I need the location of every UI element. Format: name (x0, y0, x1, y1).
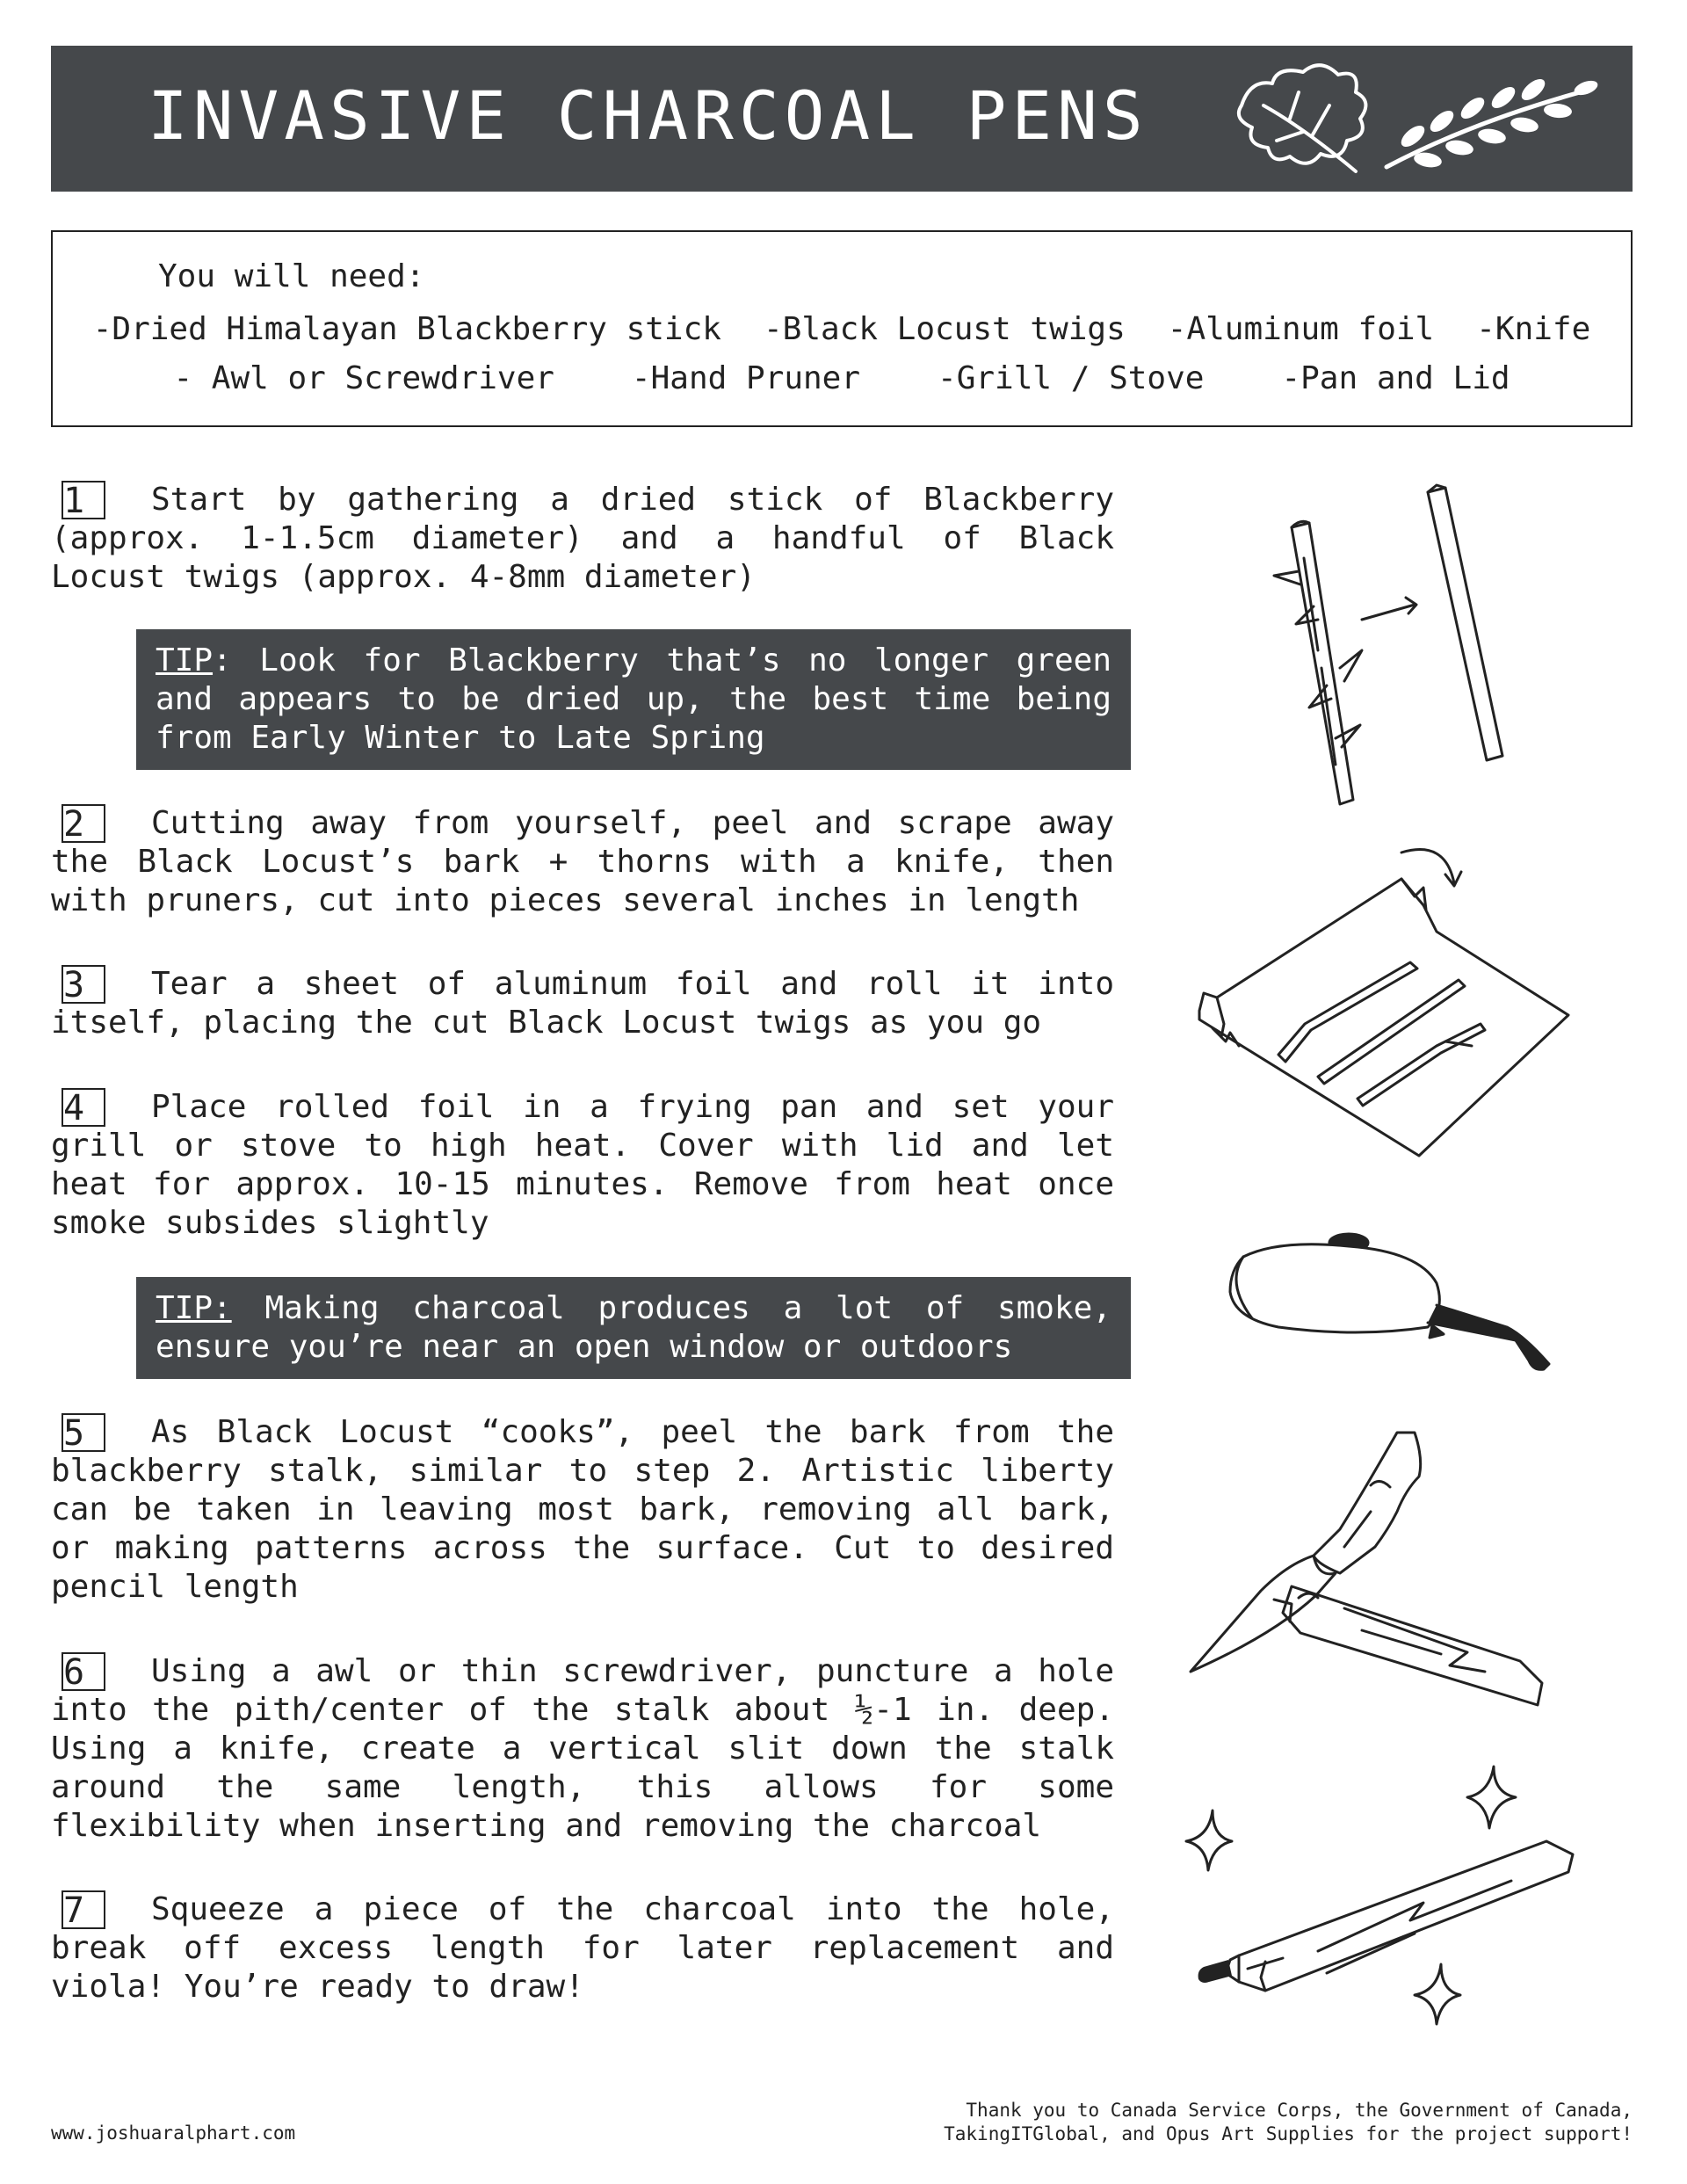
material-item: -Dried Himalayan Blackberry stick (92, 311, 721, 347)
tip-label: TIP (156, 642, 214, 678)
website-link[interactable]: www.joshuaralphart.com (51, 2122, 296, 2144)
tip-1 (136, 629, 1131, 770)
step-number: 4 (62, 1088, 105, 1127)
step-5 (51, 1413, 1114, 1607)
step-number: 7 (62, 1890, 105, 1929)
step-text: Start by gathering a dried stick of Blackberry (approx. 1-1.5cm diameter) and a handful of Black Locust twigs (approx. 4-8mm diameter) (51, 482, 1114, 595)
materials-box (51, 230, 1633, 427)
step-number: 3 (62, 965, 105, 1004)
step-7 (51, 1890, 1114, 2006)
page-title: INVASIVE CHARCOAL PENS (148, 76, 1148, 155)
material-item: -Knife (1476, 311, 1591, 347)
step-1 (51, 481, 1114, 597)
step-text: Tear a sheet of aluminum foil and roll it into itself, placing the cut Black Locust twigs as you go (51, 966, 1114, 1041)
tip-label: TIP: (156, 1290, 232, 1326)
step-number: 6 (62, 1652, 105, 1691)
step-text: Squeeze a piece of the charcoal into the hole, break off excess length for later replacement and viola! You’re ready to draw! (51, 1891, 1114, 2005)
step-number: 5 (62, 1413, 105, 1452)
materials-row-2 (53, 360, 1631, 396)
pan-illustration (1226, 1222, 1577, 1397)
step-text: Place rolled foil in a frying pan and set your grill or stove to high heat. Cover with lid and let heat for approx. 10-15 minutes. Remove from heat once smoke subsides slightly (51, 1089, 1114, 1241)
material-item: -Black Locust twigs (763, 311, 1126, 347)
thanks-line: Thank you to Canada Service Corps, the Government of Canada, (966, 2100, 1633, 2121)
step-6 (51, 1652, 1114, 1846)
step-text: As Black Locust “cooks”, peel the bark from the blackberry stalk, similar to step 2. Artistic liberty can be taken in leaving most bark, removing all bark, or making patterns across the surface. Cut to desired pencil length (51, 1414, 1114, 1605)
material-item: -Grill / Stove (938, 360, 1205, 396)
acknowledgements (944, 2099, 1633, 2146)
material-item: -Aluminum foil (1167, 311, 1435, 347)
blackberry-stick-icon (1230, 475, 1546, 826)
materials-row-1 (53, 311, 1631, 347)
title-banner (51, 46, 1633, 192)
foil-illustration (1191, 835, 1586, 1169)
materials-heading: You will need: (158, 258, 425, 294)
material-item: -Hand Pruner (631, 360, 861, 396)
pen-illustration (1177, 1758, 1582, 2039)
leaf-branch-icon (1224, 53, 1628, 185)
knife-illustration (1186, 1424, 1555, 1723)
tip-text: : Look for Blackberry that’s no longer green and appears to be dried up, the best time being from Early Winter to Late Spring (156, 642, 1111, 756)
step-number: 2 (62, 804, 105, 843)
charcoal-pen-icon (1177, 1758, 1582, 2039)
step-text: Cutting away from yourself, peel and scrape away the Black Locust’s bark + thorns with a knife, then with pruners, cut into pieces several inches in length (51, 805, 1114, 918)
step-4 (51, 1088, 1114, 1243)
material-item: - Awl or Screwdriver (173, 360, 554, 396)
step-3 (51, 965, 1114, 1042)
foil-roll-icon (1191, 835, 1586, 1169)
thanks-line: TakingITGlobal, and Opus Art Supplies for the project support! (944, 2123, 1633, 2144)
knife-stick-icon (1186, 1424, 1555, 1723)
tip-2 (136, 1277, 1131, 1379)
stick-illustration (1230, 475, 1546, 826)
step-number: 1 (62, 481, 105, 519)
frying-pan-icon (1226, 1222, 1577, 1397)
step-2 (51, 804, 1114, 920)
material-item: -Pan and Lid (1281, 360, 1510, 396)
step-text: Using a awl or thin screwdriver, puncture a hole into the pith/center of the stalk about ½-1 in. deep. Using a knife, create a vertical slit down the stalk around the same length, this allows for some flexibility when inserting and removing the charcoal (51, 1653, 1114, 1844)
tip-text: Making charcoal produces a lot of smoke, ensure you’re near an open window or outdoors (156, 1290, 1111, 1365)
